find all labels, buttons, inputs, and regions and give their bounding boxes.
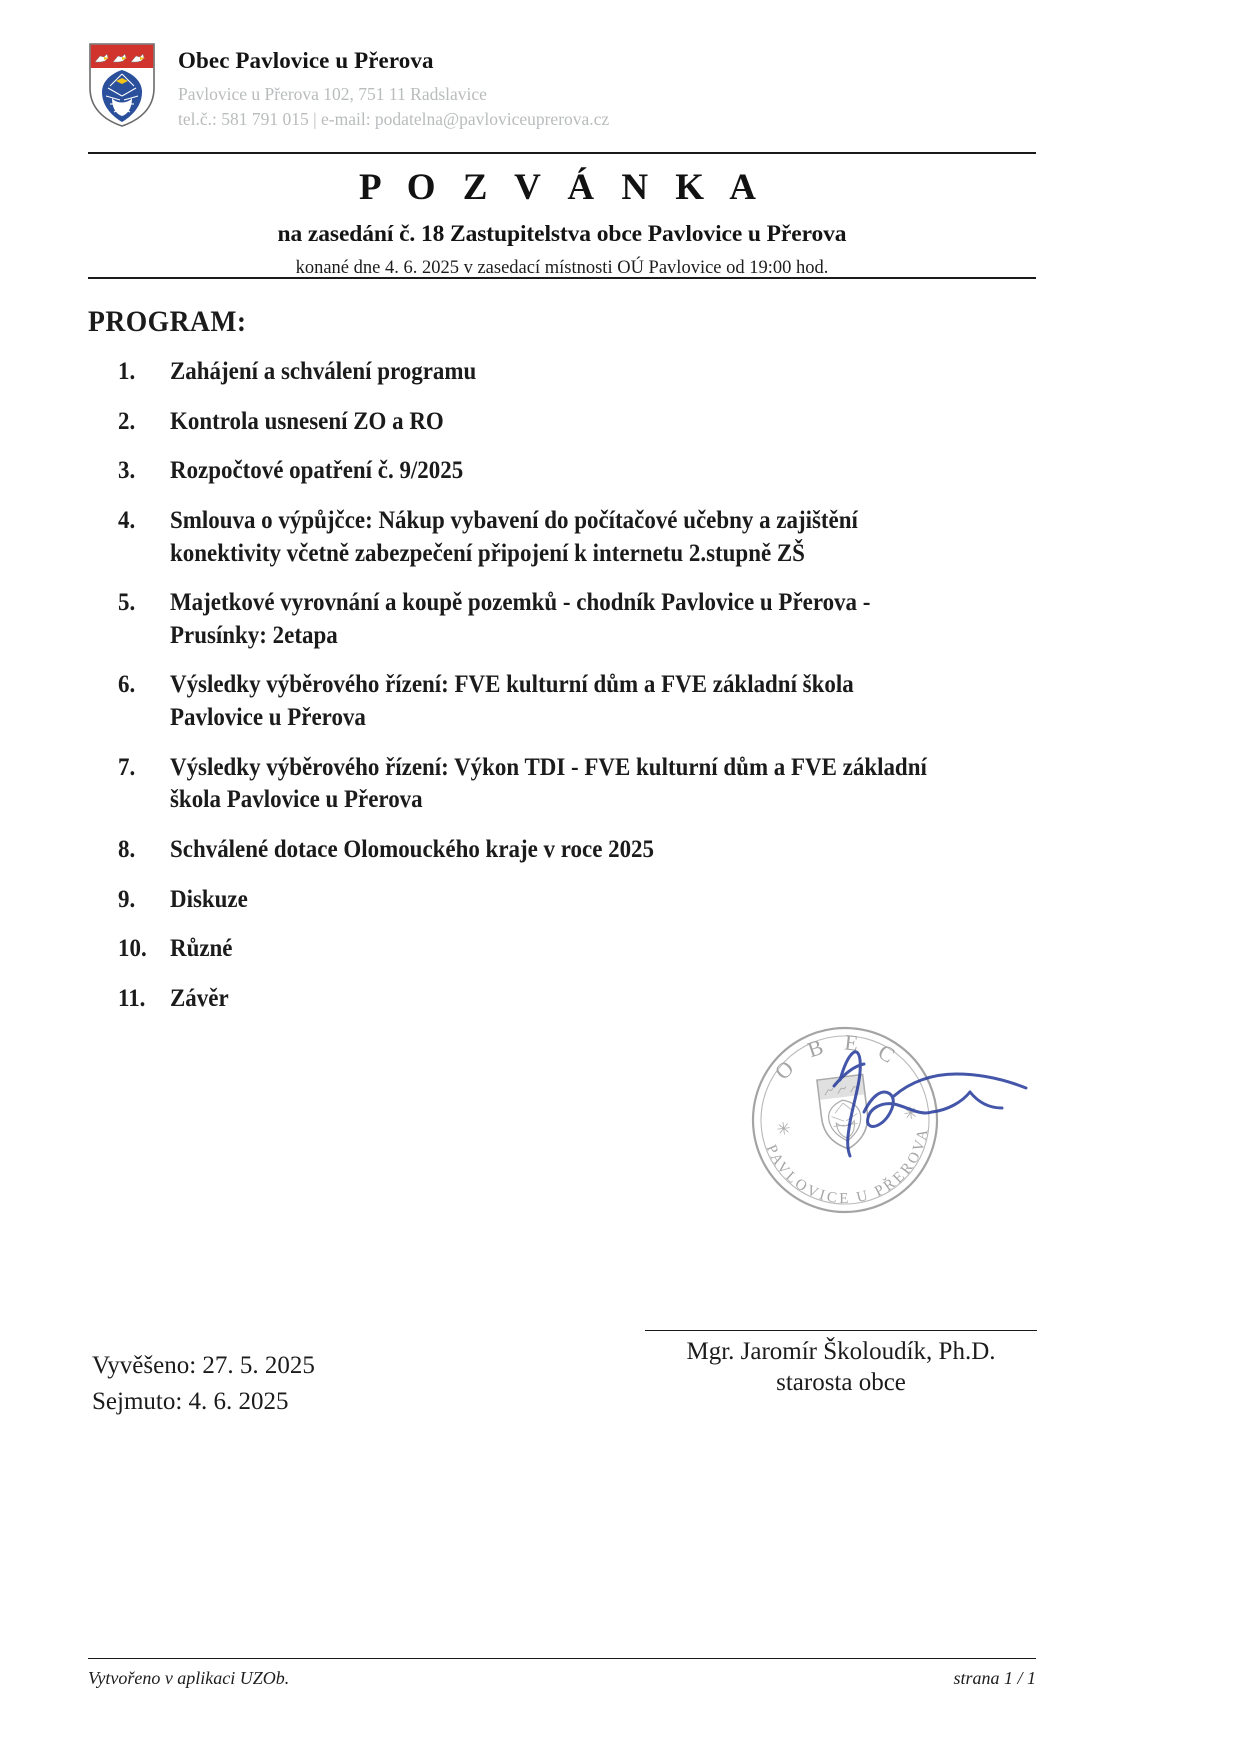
organization-contact xyxy=(178,82,609,132)
contact-line: tel.č.: 581 791 015 | e-mail: podatelna@pavloviceuprerova.cz xyxy=(178,109,610,130)
list-item-label: Schválené dotace Olomouckého kraje v roce 2025 xyxy=(170,833,655,863)
organization-block xyxy=(178,42,609,132)
list-item-number: 1. xyxy=(118,356,136,385)
svg-text:PAVLOVICE U PŘEROVA: PAVLOVICE U PŘEROVA xyxy=(762,1125,932,1208)
list-item xyxy=(118,833,1038,866)
list-item-label: Závěr xyxy=(170,982,229,1012)
handwritten-signature-icon xyxy=(820,1030,1050,1160)
document-subtitle: na zasedání č. 18 Zastupitelstva obce Pavlovice u Přerova xyxy=(277,221,847,247)
list-item-label: Majetkové vyrovnání a koupě pozemků - chodník Pavlovice u Přerova - Prusínky: 2etapa xyxy=(170,587,871,649)
list-item-number: 2. xyxy=(118,405,136,435)
posted-date: Vyvěšeno: 27. 5. 2025 xyxy=(92,1352,315,1379)
list-item-number: 3. xyxy=(118,455,136,485)
program-list xyxy=(118,355,1038,1031)
list-item-number: 9. xyxy=(118,883,136,913)
list-item xyxy=(118,751,1038,816)
removed-date: Sejmuto: 4. 6. 2025 xyxy=(92,1387,289,1415)
list-item-number: 11. xyxy=(118,982,146,1012)
meeting-details: konané dne 4. 6. 2025 v zasedací místnosti OÚ Pavlovice od 19:00 hod. xyxy=(295,258,829,278)
signature-block xyxy=(645,1330,1037,1397)
title-block xyxy=(88,160,1036,279)
list-item xyxy=(118,883,1038,916)
municipal-coat-of-arms-icon xyxy=(88,42,156,128)
page-footer xyxy=(88,1668,1036,1689)
address-line: Pavlovice u Přerova 102, 751 11 Radslavice xyxy=(178,84,487,105)
list-item xyxy=(118,454,1038,487)
list-item-number: 4. xyxy=(118,504,136,534)
list-item-label: Diskuze xyxy=(170,883,248,913)
list-item xyxy=(118,668,1038,733)
list-item xyxy=(118,504,1038,569)
document-header xyxy=(88,42,1038,132)
list-item-label: Kontrola usnesení ZO a RO xyxy=(170,405,444,435)
list-item xyxy=(118,355,1038,388)
footer-divider xyxy=(88,1658,1036,1659)
list-item-number: 5. xyxy=(118,587,136,617)
organization-name: Obec Pavlovice u Přerova xyxy=(178,48,434,73)
list-item-label: Výsledky výběrového řízení: FVE kulturní dům a FVE základní škola Pavlovice u Přerova xyxy=(170,669,854,731)
signatory-name: Mgr. Jaromír Školoudík, Ph.D. xyxy=(686,1338,996,1365)
svg-text:O B E C: O B E C xyxy=(769,1029,906,1085)
list-item-number: 7. xyxy=(118,751,136,781)
list-item-label: Různé xyxy=(170,933,233,963)
footer-page-number: strana 1 / 1 xyxy=(953,1668,1036,1688)
header-divider-bottom xyxy=(88,277,1036,279)
signatory-role: starosta obce xyxy=(776,1369,906,1396)
list-item-number: 10. xyxy=(118,933,147,963)
list-item-label: Smlouva o výpůjčce: Nákup vybavení do počítačové učebny a zajištění konektivity včetně zabezpečení připojení k internetu 2.stupně ZŠ xyxy=(170,504,858,567)
svg-text:✳: ✳ xyxy=(775,1118,792,1140)
svg-text:✳: ✳ xyxy=(902,1103,920,1124)
program-heading: PROGRAM: xyxy=(88,305,247,338)
list-item-number: 6. xyxy=(118,669,136,699)
footer-app-note: Vytvořeno v aplikaci UZOb. xyxy=(88,1668,290,1688)
list-item xyxy=(118,586,1038,651)
list-item xyxy=(118,932,1038,965)
list-item-label: Výsledky výběrového řízení: Výkon TDI - FVE kulturní dům a FVE základní škola Pavlovice u Přerova xyxy=(170,751,927,814)
page-title: P O Z V Á N K A xyxy=(358,167,766,208)
list-item-number: 8. xyxy=(118,833,136,863)
signature-line xyxy=(645,1330,1037,1331)
list-item-label: Zahájení a schválení programu xyxy=(170,356,477,385)
list-item xyxy=(118,405,1038,438)
posting-dates xyxy=(92,1348,315,1419)
header-divider-top xyxy=(88,152,1036,154)
list-item-label: Rozpočtové opatření č. 9/2025 xyxy=(170,455,464,485)
